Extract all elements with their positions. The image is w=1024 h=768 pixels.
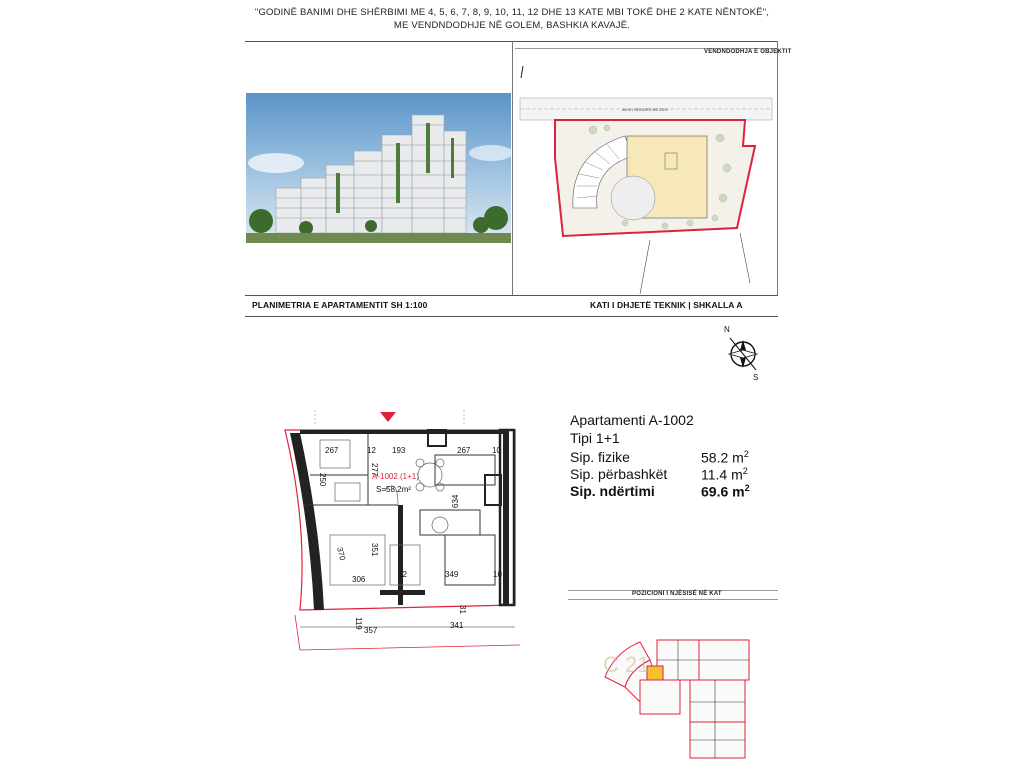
document-title (200, 6, 824, 32)
dim-label: 351 (370, 543, 379, 557)
title-line-2: ME VENDNDODHJE NË GOLEM, BASHKIA KAVAJË. (393, 20, 631, 31)
apartment-name: Apartamenti A-1002 (570, 412, 694, 428)
dim-label: 357 (364, 626, 378, 635)
building-render-image (246, 93, 511, 243)
entry-marker-icon (380, 412, 396, 422)
dim-label: 119 (354, 617, 363, 630)
dim-label: 277 (370, 463, 379, 477)
compass-north-label: N (724, 325, 730, 334)
floor-title: KATI I DHJETË TEKNIK | SHKALLA A (590, 300, 743, 310)
info-row-value: 11.4 $m^2$ (701, 466, 748, 483)
site-plan-image (515, 58, 777, 294)
dim-label: 12 (367, 446, 376, 455)
compass-south-label: S (753, 373, 759, 382)
position-caption-bottom-line (568, 599, 778, 600)
unit-area-label: S=58.2m² (376, 485, 411, 494)
floor-position-map (595, 632, 780, 760)
info-row-label: Sip. ndërtimi (570, 483, 655, 499)
apartment-type: Tipi 1+1 (570, 430, 620, 446)
road-label: AKSI I RRUGËS NË ZEVI (621, 107, 669, 112)
dim-label: 306 (352, 575, 366, 584)
dim-label: 267 (325, 446, 339, 455)
plan-header-bottom-line (245, 316, 778, 317)
dim-label: 370 (335, 546, 348, 562)
dim-label: 10 (492, 446, 501, 455)
floor-plan-drawing (280, 405, 530, 660)
plan-header-top-line (245, 295, 778, 296)
location-caption: VENDNDODHJA E OBJEKTIT (704, 49, 792, 55)
info-row-label: Sip. përbashkët (570, 466, 668, 482)
panel-divider (512, 41, 513, 295)
info-row-label: Sip. fizike (570, 449, 630, 465)
compass-icon (718, 318, 768, 386)
watermark-text: C 21 (603, 652, 650, 677)
position-caption: POZICIONI I NJËSISË NË KAT (632, 591, 722, 597)
dim-label: 250 (318, 473, 327, 487)
dim-label: 634 (451, 494, 460, 508)
plan-title: PLANIMETRIA E APARTAMENTIT SH 1:100 (252, 300, 428, 310)
title-line-1: "GODINË BANIMI DHE SHËRBIMI ME 4, 5, 6, 7, 8, 9, 10, 11, 12 DHE 13 KATE MBI TOKË DHE 2 KATE NËNTOKË", (254, 7, 770, 18)
info-row-value: 58.2 $m^2$ (701, 449, 749, 466)
dim-label: 10 (493, 570, 502, 579)
dim-label: 12 (398, 570, 407, 579)
unit-label: A-1002 (1+1) (372, 472, 419, 481)
panel-right-edge (777, 41, 778, 295)
dim-label: 341 (450, 621, 464, 630)
dim-label: 31 (458, 605, 467, 614)
dim-label: 193 (392, 446, 406, 455)
info-row-value: 69.6 $m^2$ (701, 483, 750, 500)
dim-label: 349 (445, 570, 459, 579)
dim-label: 267 (457, 446, 471, 455)
